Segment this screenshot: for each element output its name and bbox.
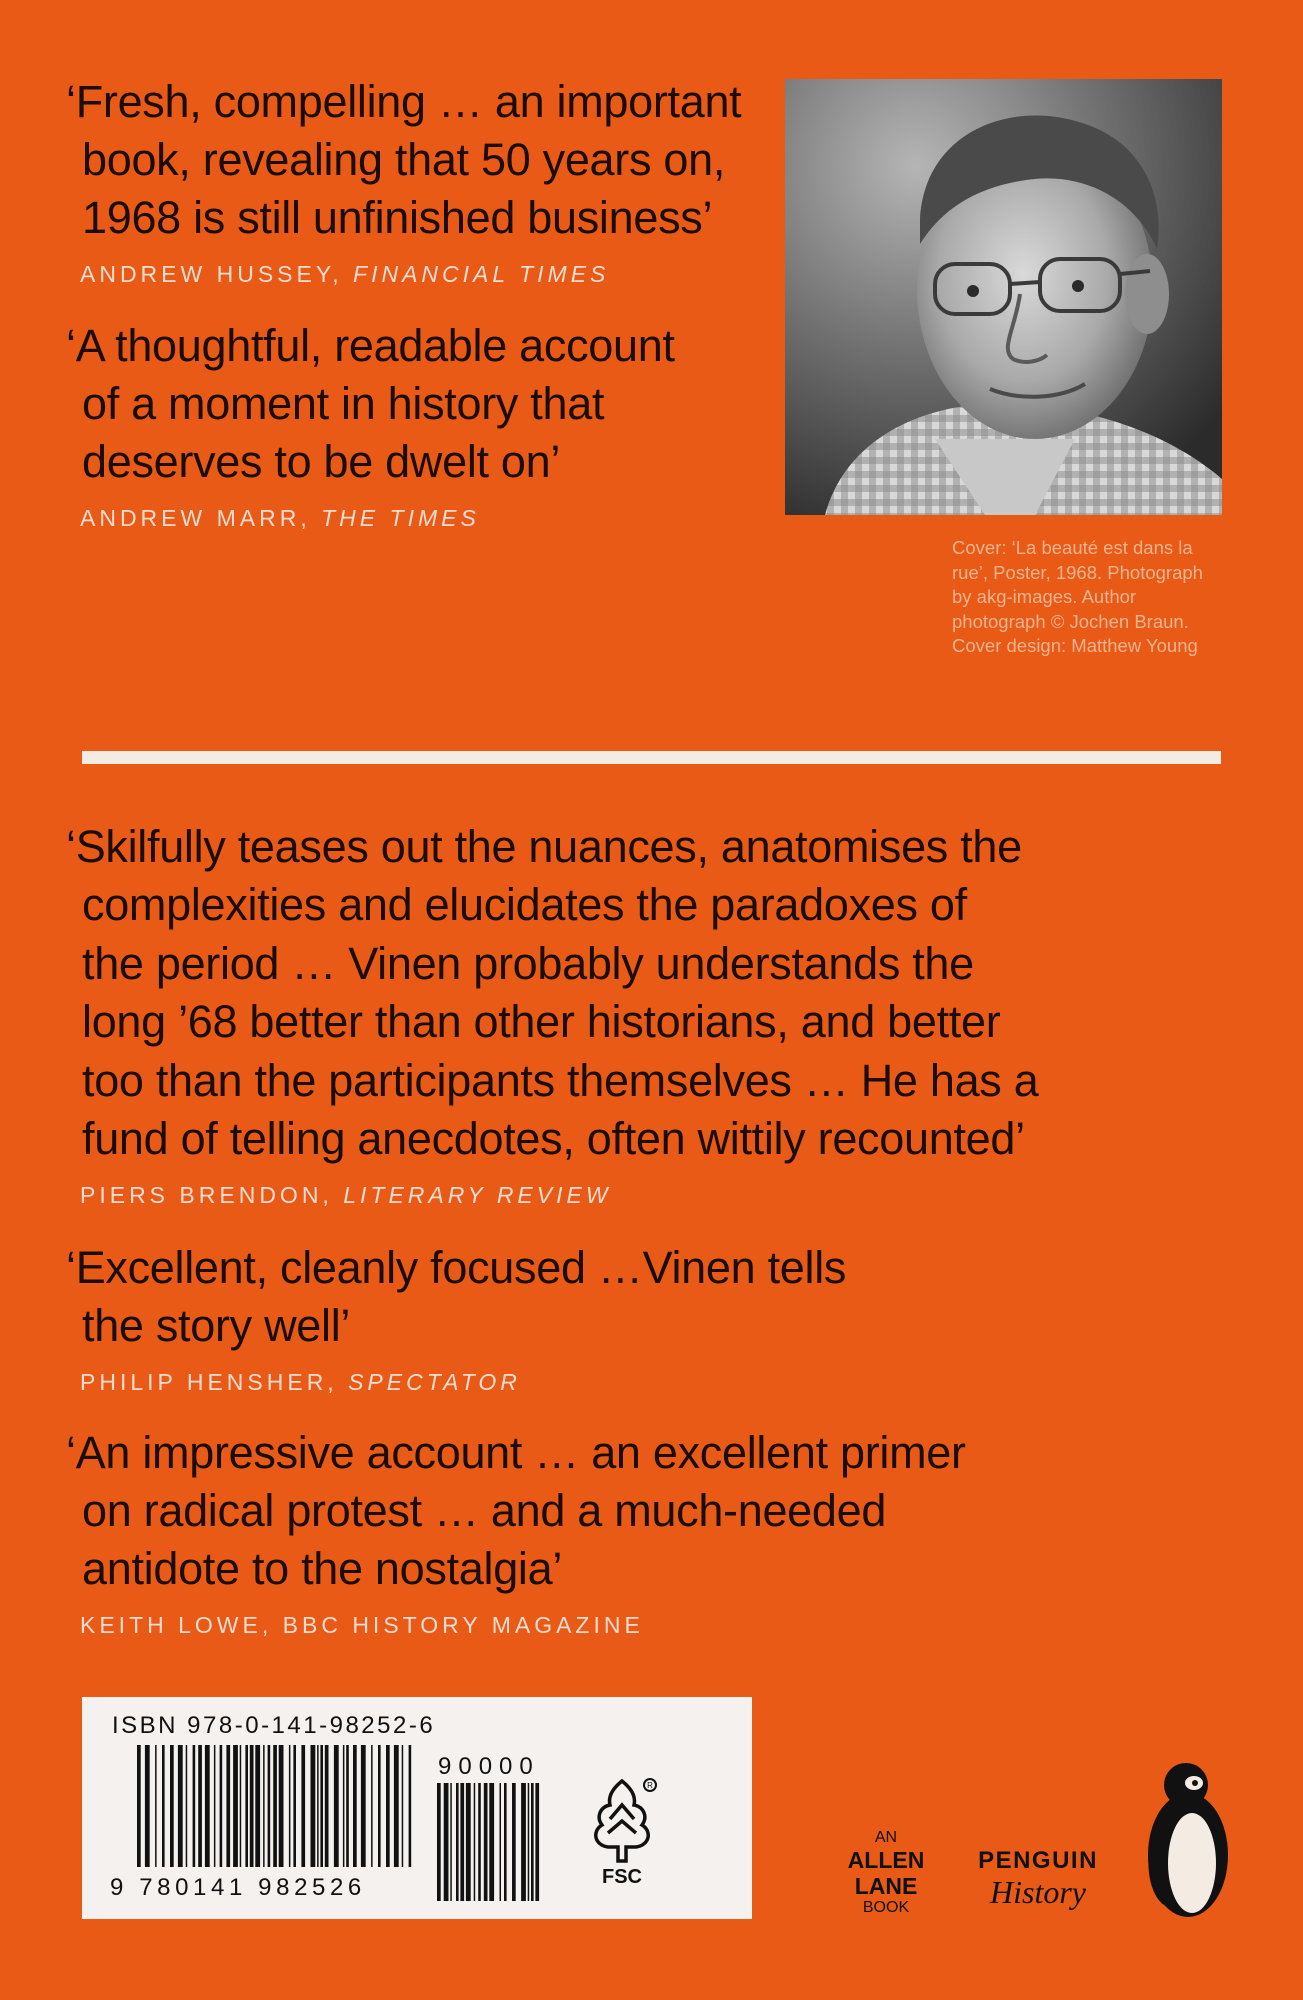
- attribution-publication: SPECTATOR: [348, 1369, 521, 1395]
- attribution-author: ANDREW MARR,: [80, 505, 311, 531]
- attribution-publication: FINANCIAL TIMES: [353, 261, 610, 287]
- quote-attribution: [80, 261, 609, 288]
- barcode-bar: [193, 1745, 196, 1867]
- credit-line: Cover: ‘La beauté est dans la: [952, 537, 1193, 558]
- barcode-bar: [226, 1745, 230, 1867]
- barcode-bar: [317, 1745, 319, 1867]
- quote-line: the story well’: [82, 1300, 351, 1351]
- credit-line: Cover design: Matthew Young: [952, 635, 1198, 656]
- barcode-bar: [293, 1745, 296, 1867]
- barcode-bar: [301, 1745, 305, 1867]
- barcode-bar: [361, 1745, 366, 1867]
- barcode-bar: [155, 1745, 157, 1867]
- barcode-bar: [394, 1745, 399, 1867]
- barcode-bar: [409, 1745, 412, 1867]
- barcode-bar: [162, 1745, 165, 1867]
- barcode-bar: [145, 1745, 150, 1867]
- barcode-bar: [402, 1745, 404, 1867]
- barcode-bar: [170, 1745, 174, 1867]
- quote-line: of a moment in history that: [82, 378, 605, 429]
- barcode-bar: [289, 1745, 291, 1867]
- allen-lane-book: BOOK: [862, 1899, 910, 1916]
- allen-lane-an: AN: [874, 1829, 898, 1846]
- credit-line: photograph © Jochen Braun.: [952, 610, 1189, 632]
- penguin-icon: [1142, 1755, 1234, 1925]
- quote-attribution: [80, 1369, 521, 1396]
- barcode-bar: [444, 1783, 449, 1901]
- barcode-bar: [250, 1745, 254, 1867]
- barcode-bar: [263, 1745, 265, 1867]
- barcode-bar: [466, 1783, 471, 1901]
- barcode-bar: [484, 1783, 488, 1901]
- divider-bar: [82, 751, 1221, 764]
- quote-attribution: [80, 1612, 644, 1639]
- barcode-bar: [205, 1745, 210, 1867]
- quote-line: fund of telling anecdotes, often wittily recounted’: [82, 1113, 1025, 1164]
- fsc-label: FSC: [602, 1866, 642, 1888]
- addon-digits: 90000: [438, 1753, 540, 1780]
- barcode-bar: [186, 1745, 188, 1867]
- quote-line: antidote to the nostalgia’: [82, 1543, 563, 1594]
- fsc-tree-icon: [582, 1775, 662, 1865]
- barcode-bar: [535, 1783, 539, 1901]
- barcode-bar: [320, 1745, 323, 1867]
- quote-line: too than the participants themselves … He has a: [82, 1055, 1039, 1106]
- barcode-bar: [137, 1745, 141, 1867]
- barcode-bar: [214, 1745, 216, 1867]
- barcode-bar: [521, 1783, 526, 1901]
- barcode-bar: [325, 1745, 329, 1867]
- penguin-history-logo: [968, 1847, 1108, 1909]
- quote-line: book, revealing that 50 years on,: [82, 134, 726, 185]
- barcode-bar: [268, 1745, 271, 1867]
- barcode-bar: [353, 1745, 357, 1867]
- barcode-bar: [343, 1745, 345, 1867]
- addon-barcode-icon: [437, 1783, 547, 1901]
- allen-lane-lane: LANE: [854, 1873, 918, 1899]
- svg-text:R: R: [647, 1781, 653, 1790]
- attribution-publication: THE TIMES: [321, 505, 480, 531]
- quote-line: ‘Excellent, cleanly focused …Vinen tells: [66, 1242, 847, 1293]
- cover-credits: [952, 536, 1242, 659]
- barcode-panel: [82, 1697, 752, 1919]
- quote-line: the period … Vinen probably understands the: [82, 938, 974, 989]
- barcode-bar: [531, 1783, 534, 1901]
- attribution-author: KEITH LOWE, BBC HISTORY MAGAZINE: [80, 1612, 644, 1638]
- attribution-author: ANDREW HUSSEY,: [80, 261, 343, 287]
- author-portrait-icon: [785, 79, 1222, 515]
- barcode-bar: [489, 1783, 494, 1901]
- quote-attribution: [80, 1182, 612, 1209]
- barcode-bar: [504, 1783, 507, 1901]
- barcode-bar: [233, 1745, 238, 1867]
- quote-line: 1968 is still unfinished business’: [82, 192, 713, 243]
- barcode-bar: [371, 1745, 373, 1867]
- barcode-bar: [378, 1745, 381, 1867]
- allen-lane-allen: ALLEN: [847, 1847, 925, 1873]
- barcode-bar: [386, 1745, 390, 1867]
- quote-line: complexities and elucidates the paradoxes of: [82, 879, 967, 930]
- quote-line: ‘Fresh, compelling … an important: [66, 76, 742, 127]
- fsc-logo: [582, 1775, 662, 1895]
- barcode-bar: [198, 1745, 202, 1867]
- barcode-bar: [311, 1745, 316, 1867]
- credit-line: rue’, Poster, 1968. Photograph: [952, 561, 1203, 583]
- author-photo: [785, 79, 1222, 515]
- ean-digits: 9 780141 982526: [110, 1874, 366, 1901]
- quote-line: deserves to be dwelt on’: [82, 436, 561, 487]
- barcode-bar: [512, 1783, 516, 1901]
- barcode-bar: [273, 1745, 277, 1867]
- attribution-author: PIERS BRENDON,: [80, 1182, 333, 1208]
- barcode-bar: [450, 1783, 452, 1901]
- barcode-bar: [474, 1783, 476, 1901]
- ean-barcode-icon: [137, 1745, 417, 1883]
- credit-line: by akg-images. Author: [952, 586, 1137, 607]
- penguin-wordmark: PENGUIN: [978, 1847, 1098, 1874]
- quote-attribution: [80, 505, 480, 532]
- barcode-bar: [437, 1783, 441, 1901]
- barcode-bar: [334, 1745, 339, 1867]
- quote-line: ‘A thoughtful, readable account: [66, 320, 675, 371]
- barcode-bar: [500, 1783, 502, 1901]
- barcode-bar: [460, 1783, 464, 1901]
- barcode-bar: [478, 1783, 481, 1901]
- barcode-bar: [220, 1745, 223, 1867]
- barcode-bar: [279, 1745, 284, 1867]
- attribution-author: PHILIP HENSHER,: [80, 1369, 338, 1395]
- allen-lane-logo: [838, 1829, 934, 1917]
- barcode-bar: [240, 1745, 242, 1867]
- quote-line: ‘Skilfully teases out the nuances, anatomises the: [66, 821, 1022, 872]
- quote-line: long ’68 better than other historians, and better: [82, 996, 1001, 1047]
- barcode-bar: [245, 1745, 248, 1867]
- barcode-bar: [456, 1783, 459, 1901]
- barcode-bar: [528, 1783, 530, 1901]
- barcode-bar: [255, 1745, 260, 1867]
- barcode-bar: [178, 1745, 183, 1867]
- history-wordmark: History: [990, 1874, 1086, 1910]
- attribution-publication: LITERARY REVIEW: [343, 1182, 612, 1208]
- isbn-number: ISBN 978-0-141-98252-6: [112, 1712, 436, 1739]
- quote-line: on radical protest … and a much-needed: [82, 1485, 887, 1536]
- barcode-bar: [346, 1745, 349, 1867]
- quote-line: ‘An impressive account … an excellent primer: [66, 1427, 966, 1478]
